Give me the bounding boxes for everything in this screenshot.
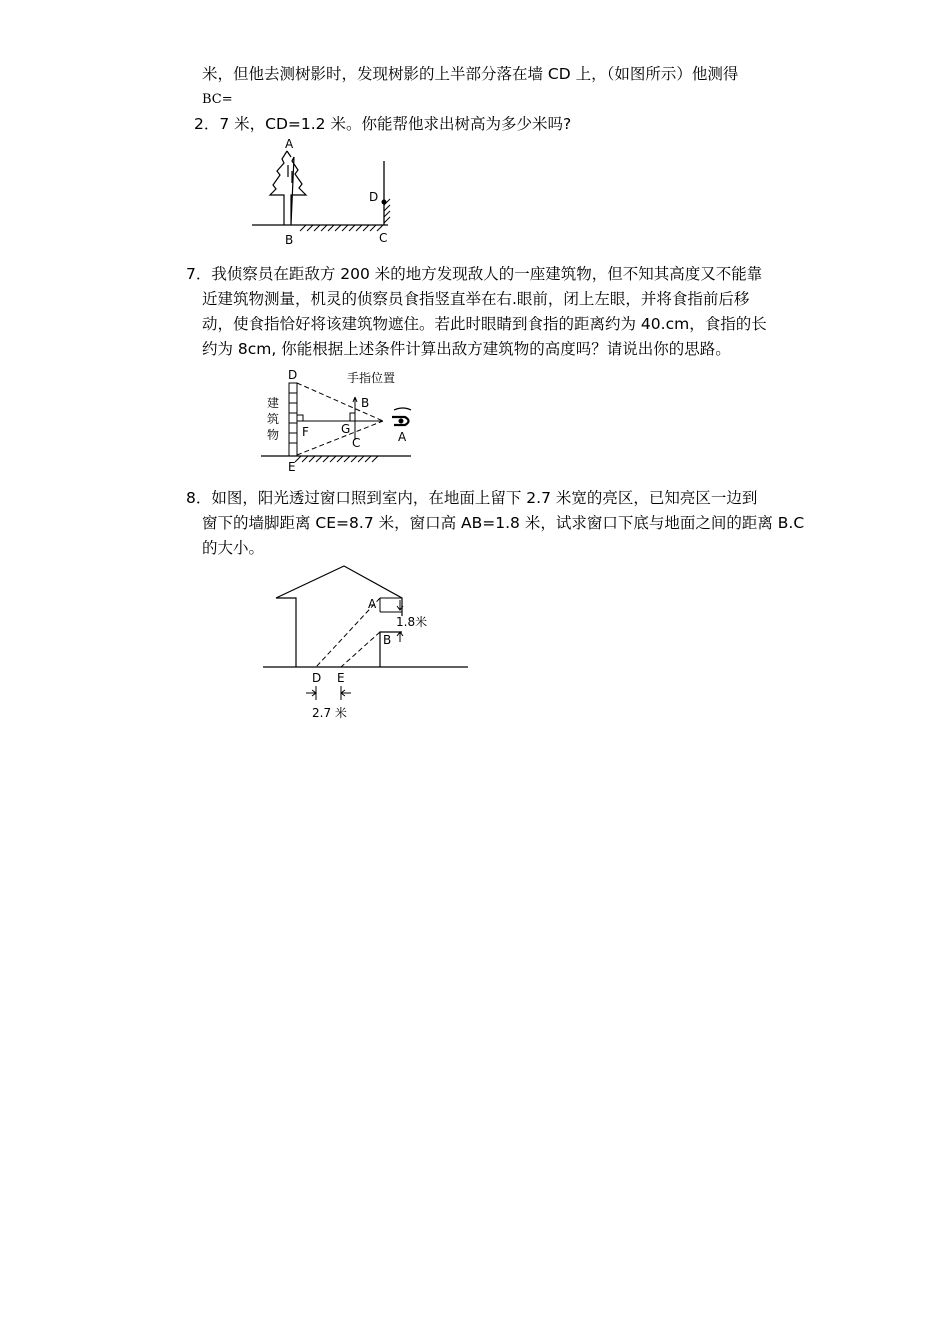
label-g: G [341, 422, 351, 436]
building-label-1: 建 [267, 396, 280, 410]
label-b: B [361, 396, 370, 410]
problem7-line4: 约为 8cm, 你能根据上述条件计算出敌方建筑物的高度吗？请说出你的思路。 [202, 340, 731, 358]
problem7-line3: 动，使食指恰好将该建筑物遮住。若此时眼睛到食指的距离约为 40.cm，食指的长 [202, 315, 767, 333]
building-label-3: 物 [267, 428, 280, 442]
label-d: D [312, 671, 322, 685]
label-d: D [288, 368, 298, 382]
building [289, 383, 303, 456]
house [276, 566, 402, 667]
label-e: E [288, 460, 296, 474]
problem6-line1: 米，但他去测树影时，发现树影的上半部分落在墙 CD 上，（如图所示）他测得 [202, 65, 739, 83]
problem7-line1: 7．我侦察员在距敌方 200 米的地方发现敌人的一座建筑物，但不知其高度又不能靠 [186, 265, 763, 283]
point-d [382, 200, 387, 205]
building-finger-figure [255, 365, 420, 477]
window-height-label: 1.8米 [396, 615, 428, 629]
house-window-figure [260, 562, 475, 727]
label-b: B [383, 633, 392, 647]
problem8-line2: 窗下的墙脚距离 CE=8.7 米，窗口高 AB=1.8 米，试求窗口下底与地面之间的距离 B.C [202, 514, 805, 532]
tree-wall-figure [240, 135, 420, 250]
label-d: D [369, 190, 379, 204]
building-label-2: 筑 [267, 412, 280, 426]
problem6-line3: 2．7 米，CD=1.2 米。你能帮他求出树高为多少米吗? [194, 115, 572, 133]
bright-width-label: 2.7 米 [312, 706, 347, 720]
eye-icon [392, 408, 411, 425]
label-c: C [379, 231, 388, 245]
finger-position-label: 手指位置 [347, 371, 396, 385]
label-a: A [398, 430, 407, 444]
problem8-line1: 8．如图，阳光透过窗口照到室内，在地面上留下 2.7 米宽的亮区，已知亮区一边到 [186, 489, 758, 507]
tree-icon [270, 151, 306, 225]
problem6-line2: BC= [202, 92, 233, 107]
label-a: A [285, 137, 294, 151]
ground-hatching [300, 225, 383, 231]
problem7-line2: 近建筑物测量，机灵的侦察员食指竖直举在右.眼前，闭上左眼，并将食指前后移 [202, 290, 750, 308]
label-e: E [337, 671, 345, 685]
label-c: C [352, 436, 361, 450]
label-a: A [368, 597, 377, 611]
problem8-line3: 的大小。 [202, 539, 265, 557]
label-b: B [285, 233, 294, 247]
label-f: F [302, 425, 309, 439]
ground-hatching [295, 456, 378, 462]
